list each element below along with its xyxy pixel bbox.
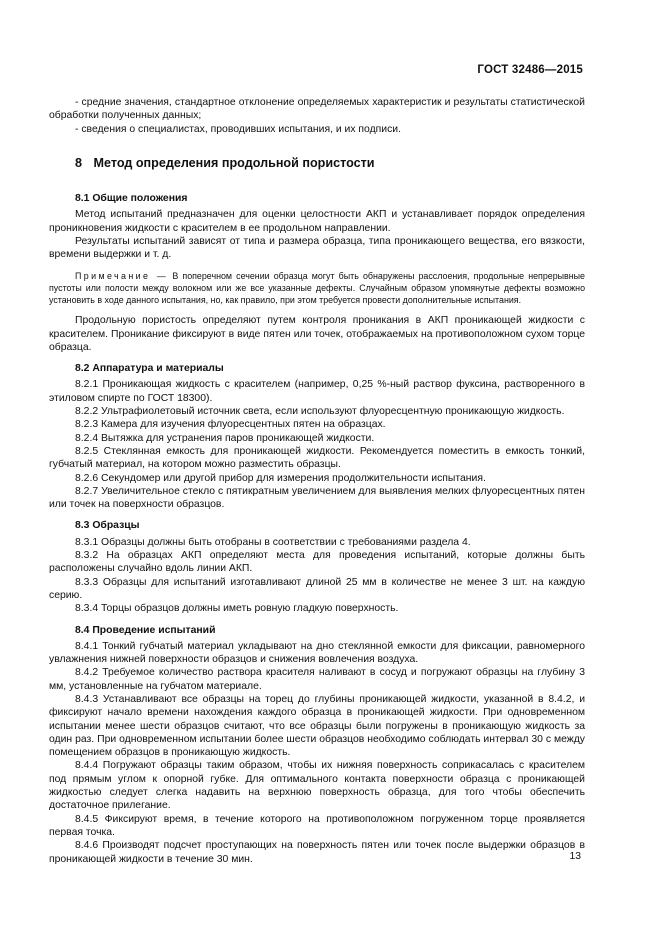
paragraph: Метод испытаний предназначен для оценки целостности АКП и устанавливает порядок определения проникновения жидкости с красителем в ее продольном направлении.	[49, 209, 585, 234]
clause: 8.2.5 Стеклянная емкость для проникающей жидкости. Рекомендуется поместить в емкость тонкий, губчатый материал, на котором можно разместить образцы.	[49, 445, 585, 471]
standard-designation: ГОСТ 32486—2015	[477, 64, 583, 76]
clause: 8.4.6 Производят подсчет проступающих на поверхность пятен или точек после выдержки образцов в проникающей жидкости в течение 30 мин.	[49, 840, 585, 865]
clause: 8.3.3 Образцы для испытаний изготавливают длиной 25 мм в количестве не менее 3 шт. на каждую серию.	[49, 576, 585, 601]
clause: 8.2.4 Вытяжка для устранения паров проникающей жидкости.	[75, 432, 375, 444]
note-label: Примечание —	[75, 270, 169, 281]
clause: 8.2.1 Проникающая жидкость с красителем (например, 0,25 %-ный раствор фуксина, растворенного в этиловом спирте по ГОСТ 18300).	[49, 379, 585, 404]
clause: 8.4.1 Тонкий губчатый материал укладывают на дно стеклянной емкости для фиксации, равномерного увлажнения нижней поверхности образцов и снижения вовлечения воздуха.	[49, 640, 585, 666]
clause: 8.2.6 Секундомер или другой прибор для измерения продолжительности испытания.	[75, 472, 486, 484]
subsection-heading-8-2: 8.2 Аппаратура и материалы	[75, 363, 224, 375]
section-heading	[49, 157, 585, 170]
intro-item: - средние значения, стандартное отклонение определяемых характеристик и результаты статистической обработки полученных данных;	[49, 97, 585, 122]
clause: 8.4.5 Фиксируют время, в течение которого на противоположном погруженном торце проявляется первая точка.	[49, 813, 585, 838]
clause: 8.2.3 Камера для изучения флуоресцентных пятен на образцах.	[75, 419, 386, 431]
clause: 8.3.1 Образцы должны быть отобраны в соответствии с требованиями раздела 4.	[75, 536, 471, 548]
note-text: В поперечном сечении образца могут быть обнаружены расслоения, продольные непрерывные пустоты или полости между волокном или же все указанные дефекты. Случайным образом упомянутые дефекты возможно установить в ходе данного испытания, но, как правило, при этом требуется провести дополнительные испытания.	[49, 270, 585, 306]
document-body	[49, 96, 585, 866]
paragraph: Продольную пористость определяют путем контроля проникания в АКП проникающей жидкости с красителем. Проникание фиксируют в виде пятен или точек, отображаемых на противоположном сухом торце образца.	[49, 315, 585, 353]
subsection-heading-8-3: 8.3 Образцы	[75, 520, 140, 532]
clause: 8.2.2 Ультрафиолетовый источник света, если используют флуоресцентную проникающую жидкость.	[75, 406, 565, 418]
subsection-heading-8-4: 8.4 Проведение испытаний	[75, 624, 216, 636]
section-title: Метод определения продольной пористости	[93, 155, 375, 170]
clause: 8.4.3 Устанавливают все образцы на торец до глубины проникающей жидкости, указанной в 8.4.2, и фиксируют начало времени нахождения каждого образца в проникающей жидкости. При одновременном испытании менее шести образцов считают, что все образцы были погружены в проникающую жидкость за один раз. При одновременном испытании более шести образцов необходимо соблюдать интервал 30 с между помещением образцов в проникающую жидкость.	[49, 694, 585, 759]
clause: 8.4.4 Погружают образцы таким образом, чтобы их нижняя поверхность соприкасалась с красителем под прямым углом к опорной губке. Для оптимального контакта поверхности образца с проникающей жидкостью следует слегка надавить на верхнюю поверхность образца, для того чтобы обеспечить достаточное прилегание.	[49, 760, 585, 812]
paragraph: Результаты испытаний зависят от типа и размера образца, типа проникающего вещества, его вязкости, времени выдержки и т. д.	[49, 236, 585, 261]
intro-item: - сведения о специалистах, проводивших испытания, и их подписи.	[75, 123, 401, 135]
section-number: 8	[75, 155, 83, 170]
clause: 8.3.4 Торцы образцов должны иметь ровную гладкую поверхность.	[75, 603, 399, 615]
clause: 8.2.7 Увеличительное стекло с пятикратным увеличением для выявления мелких флуоресцентных пятен или точек на поверхности образцов.	[49, 485, 585, 511]
subsection-heading-8-1: 8.1 Общие положения	[75, 193, 188, 205]
clause: 8.3.2 На образцах АКП определяют места для проведения испытаний, которые должны быть расположены случайно вдоль линии АКП.	[49, 550, 585, 575]
clause: 8.4.2 Требуемое количество раствора красителя наливают в сосуд и погружают образцы на глубину 3 мм, установленные на губчатом материале.	[49, 667, 585, 692]
page-number: 13	[569, 851, 581, 862]
note-paragraph	[49, 270, 585, 307]
